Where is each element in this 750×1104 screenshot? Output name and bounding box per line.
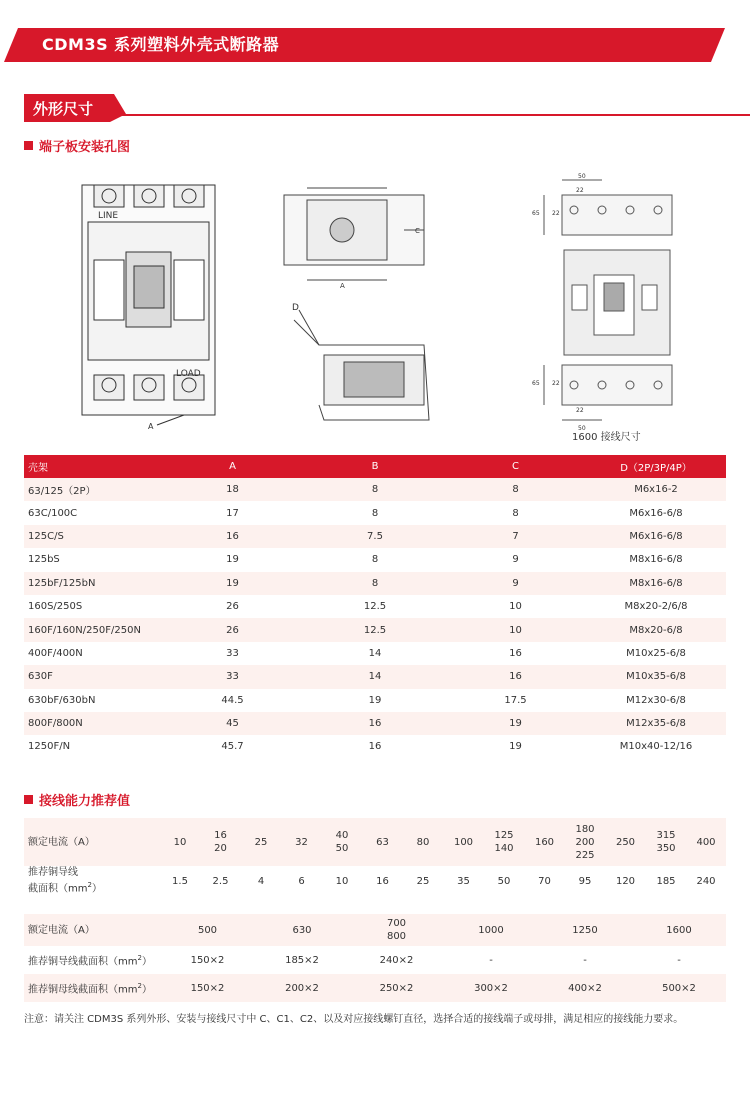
table-cell: 160F/160N/250F/250N	[24, 618, 160, 641]
table-cell: 19	[160, 548, 305, 571]
table-cell: 45.7	[160, 735, 305, 758]
table-cell: 26	[160, 595, 305, 618]
capacity-cell: 300×2	[444, 974, 538, 1002]
table-cell: 19	[445, 712, 586, 735]
wire-label-end: ）	[141, 956, 152, 968]
table-cell: 125C/S	[24, 525, 160, 548]
table-cell: 63C/100C	[24, 501, 160, 524]
subheading-terminal	[24, 136, 130, 155]
dim-bottom-3: 22	[576, 407, 584, 414]
capacity-1-current-label: 额定电流（A）	[24, 818, 160, 866]
capacity-cell: 100	[443, 818, 484, 866]
table-cell: 160S/250S	[24, 595, 160, 618]
table-row	[24, 478, 726, 501]
header-b: B	[305, 455, 445, 478]
capacity-cell: 120	[605, 866, 646, 896]
capacity-cell: 500	[160, 914, 255, 946]
section-header	[0, 94, 750, 122]
table-cell: 7.5	[305, 525, 445, 548]
busbar-label-sup: 2	[137, 981, 142, 990]
capacity-cell: 150×2	[160, 974, 255, 1002]
capacity-cell: 70	[524, 866, 565, 896]
table-cell: 16	[445, 642, 586, 665]
header-d: D（2P/3P/4P）	[586, 455, 726, 478]
capacity-cell: 6	[281, 866, 322, 896]
capacity-cell: 185	[646, 866, 686, 896]
table-row	[24, 525, 726, 548]
capacity-cell: 700 800	[349, 914, 444, 946]
table-cell: 400F/400N	[24, 642, 160, 665]
table-cell: M10x25-6/8	[586, 642, 726, 665]
wire-label-sup: 2	[87, 881, 92, 890]
table-cell: 14	[305, 642, 445, 665]
dim-bottom-1: 22	[552, 380, 560, 387]
subheading-capacity-label: 接线能力推荐值	[39, 794, 131, 809]
table-cell: 8	[445, 501, 586, 524]
capacity-cell: 185×2	[255, 946, 349, 974]
footnote: 注意：请关注 CDM3S 系列外形、安装与接线尺寸中 C、C1、C2、以及对应接线螺钉直径，选择合适的接线端子或母排，满足相应的接线能力要求。	[24, 1014, 684, 1025]
capacity-cell: 400×2	[538, 974, 632, 1002]
dim-top-0: 50	[578, 173, 586, 180]
drawings-svg	[24, 170, 726, 445]
wire-label-sup: 2	[137, 953, 142, 962]
table-cell: 12.5	[305, 595, 445, 618]
table-cell: 63/125（2P）	[24, 478, 160, 501]
table-row	[24, 712, 726, 735]
arrow-a-label: A	[148, 422, 154, 431]
capacity-2-busbar-label	[24, 974, 160, 1002]
wire-label-line2: 截面积（mm	[28, 883, 88, 895]
dim-a-label: A	[340, 282, 345, 290]
table-cell: 8	[305, 572, 445, 595]
header-a: A	[160, 455, 305, 478]
capacity-cell: 160	[524, 818, 565, 866]
busbar-label-text: 推荐铜母线截面积（mm	[28, 984, 138, 996]
table-cell: 19	[160, 572, 305, 595]
capacity-cell: 250×2	[349, 974, 444, 1002]
table-row	[24, 735, 726, 758]
capacity-1-wire-label	[24, 866, 160, 896]
table-cell: 9	[445, 572, 586, 595]
table-cell: M10x40-12/16	[586, 735, 726, 758]
capacity-cell: -	[444, 946, 538, 974]
capacity-1-wire-row	[24, 866, 726, 896]
table-cell: 16	[445, 665, 586, 688]
capacity-cell: 4	[241, 866, 281, 896]
capacity-cell: 25	[403, 866, 443, 896]
header-c: C	[445, 455, 586, 478]
technical-drawings	[24, 170, 726, 445]
section-header-shape	[0, 94, 750, 122]
table-cell: 45	[160, 712, 305, 735]
busbar-label-end: ）	[141, 984, 152, 996]
section-title: 外形尺寸	[33, 100, 94, 118]
wire-label-end: ）	[91, 883, 102, 895]
subheading-terminal-label: 端子板安装孔图	[39, 140, 131, 155]
dimension-table-header	[24, 455, 726, 478]
dim-c-label: C	[415, 227, 420, 235]
table-row	[24, 665, 726, 688]
table-row	[24, 572, 726, 595]
capacity-cell: 32	[281, 818, 322, 866]
table-cell: 44.5	[160, 689, 305, 712]
table-cell: 125bF/125bN	[24, 572, 160, 595]
square-bullet-icon	[24, 141, 33, 150]
terminal-side-view	[284, 188, 424, 280]
top-banner	[0, 28, 750, 62]
capacity-cell: 400	[686, 818, 726, 866]
table-cell: 630bF/630bN	[24, 689, 160, 712]
table-row	[24, 642, 726, 665]
table-cell: 10	[445, 618, 586, 641]
capacity-cell: 240×2	[349, 946, 444, 974]
table-cell: 125bS	[24, 548, 160, 571]
table-cell: 630F	[24, 665, 160, 688]
table-cell: 8	[305, 501, 445, 524]
table-cell: M6x16-2	[586, 478, 726, 501]
table-cell: 1250F/N	[24, 735, 160, 758]
capacity-cell: 1250	[538, 914, 632, 946]
capacity-cell: 63	[362, 818, 403, 866]
capacity-cell: -	[538, 946, 632, 974]
capacity-cell: 10	[160, 818, 200, 866]
capacity-cell: 125 140	[484, 818, 524, 866]
capacity-cell: 25	[241, 818, 281, 866]
capacity-2-current-row	[24, 914, 726, 946]
table-cell: 8	[305, 478, 445, 501]
capacity-table-2	[24, 914, 726, 1002]
capacity-cell: 1000	[444, 914, 538, 946]
capacity-cell: 250	[605, 818, 646, 866]
table-cell: M6x16-6/8	[586, 501, 726, 524]
table-cell: M8x16-6/8	[586, 572, 726, 595]
page-title: CDM3S 系列塑料外壳式断路器	[42, 35, 280, 54]
table-cell: 26	[160, 618, 305, 641]
table-cell: 18	[160, 478, 305, 501]
dim-top-1: 22	[576, 187, 584, 194]
capacity-table-1	[24, 818, 726, 896]
table-row	[24, 501, 726, 524]
capacity-cell: 40 50	[322, 818, 362, 866]
load-label: LOAD	[176, 369, 201, 379]
capacity-2-busbar-row	[24, 974, 726, 1002]
table-cell: M12x30-6/8	[586, 689, 726, 712]
capacity-cell: 180 200 225	[565, 818, 605, 866]
dim-bottom-2: 50	[578, 425, 586, 432]
table-cell: 9	[445, 548, 586, 571]
capacity-2-wire-label	[24, 946, 160, 974]
capacity-cell: 150×2	[160, 946, 255, 974]
table-cell: 7	[445, 525, 586, 548]
capacity-cell: 16	[362, 866, 403, 896]
capacity-cell: 2.5	[200, 866, 241, 896]
table-cell: 800F/800N	[24, 712, 160, 735]
arrow-d-label: D	[292, 303, 299, 313]
table-row	[24, 689, 726, 712]
capacity-1-current-row	[24, 818, 726, 866]
capacity-cell: -	[632, 946, 726, 974]
table-cell: 8	[445, 478, 586, 501]
table-cell: M12x35-6/8	[586, 712, 726, 735]
table-cell: 10	[445, 595, 586, 618]
table-cell: 14	[305, 665, 445, 688]
table-cell: 8	[305, 548, 445, 571]
line-label: LINE	[98, 211, 119, 221]
table-cell: 16	[305, 712, 445, 735]
capacity-cell: 80	[403, 818, 443, 866]
wire-label-line1: 推荐铜导线	[28, 867, 78, 879]
breaker-1600-view	[544, 180, 672, 420]
table-row	[24, 595, 726, 618]
table-row	[24, 618, 726, 641]
table-row	[24, 548, 726, 571]
table-cell: 17.5	[445, 689, 586, 712]
terminal-section-view	[294, 310, 429, 420]
table-cell: M8x20-2/6/8	[586, 595, 726, 618]
capacity-cell: 1600	[632, 914, 726, 946]
table-cell: M10x35-6/8	[586, 665, 726, 688]
table-cell: M8x20-6/8	[586, 618, 726, 641]
capacity-cell: 10	[322, 866, 362, 896]
dimension-table	[24, 455, 726, 759]
capacity-cell: 50	[484, 866, 524, 896]
table-cell: 12.5	[305, 618, 445, 641]
capacity-2-current-label: 额定电流（A）	[24, 914, 160, 946]
table-cell: 33	[160, 665, 305, 688]
dim-top-3: 22	[552, 210, 560, 217]
table-cell: 16	[305, 735, 445, 758]
capacity-cell: 16 20	[200, 818, 241, 866]
subheading-capacity	[24, 790, 130, 809]
table-cell: 19	[445, 735, 586, 758]
capacity-cell: 35	[443, 866, 484, 896]
table-cell: M6x16-6/8	[586, 525, 726, 548]
table-cell: 19	[305, 689, 445, 712]
dim-bottom-0: 65	[532, 380, 540, 387]
capacity-2-wire-row	[24, 946, 726, 974]
capacity-cell: 500×2	[632, 974, 726, 1002]
dim-top-2: 65	[532, 210, 540, 217]
capacity-cell: 315 350	[646, 818, 686, 866]
table-cell: 17	[160, 501, 305, 524]
capacity-cell: 240	[686, 866, 726, 896]
table-cell: M8x16-6/8	[586, 548, 726, 571]
capacity-cell: 1.5	[160, 866, 200, 896]
table-cell: 16	[160, 525, 305, 548]
header-frame: 壳架	[24, 455, 160, 478]
wire-label-text: 推荐铜导线截面积（mm	[28, 956, 138, 968]
square-bullet-icon	[24, 795, 33, 804]
capacity-cell: 630	[255, 914, 349, 946]
drawing-caption: 1600 接线尺寸	[572, 432, 641, 443]
capacity-cell: 95	[565, 866, 605, 896]
table-cell: 33	[160, 642, 305, 665]
breaker-front-view	[82, 185, 215, 425]
capacity-cell: 200×2	[255, 974, 349, 1002]
